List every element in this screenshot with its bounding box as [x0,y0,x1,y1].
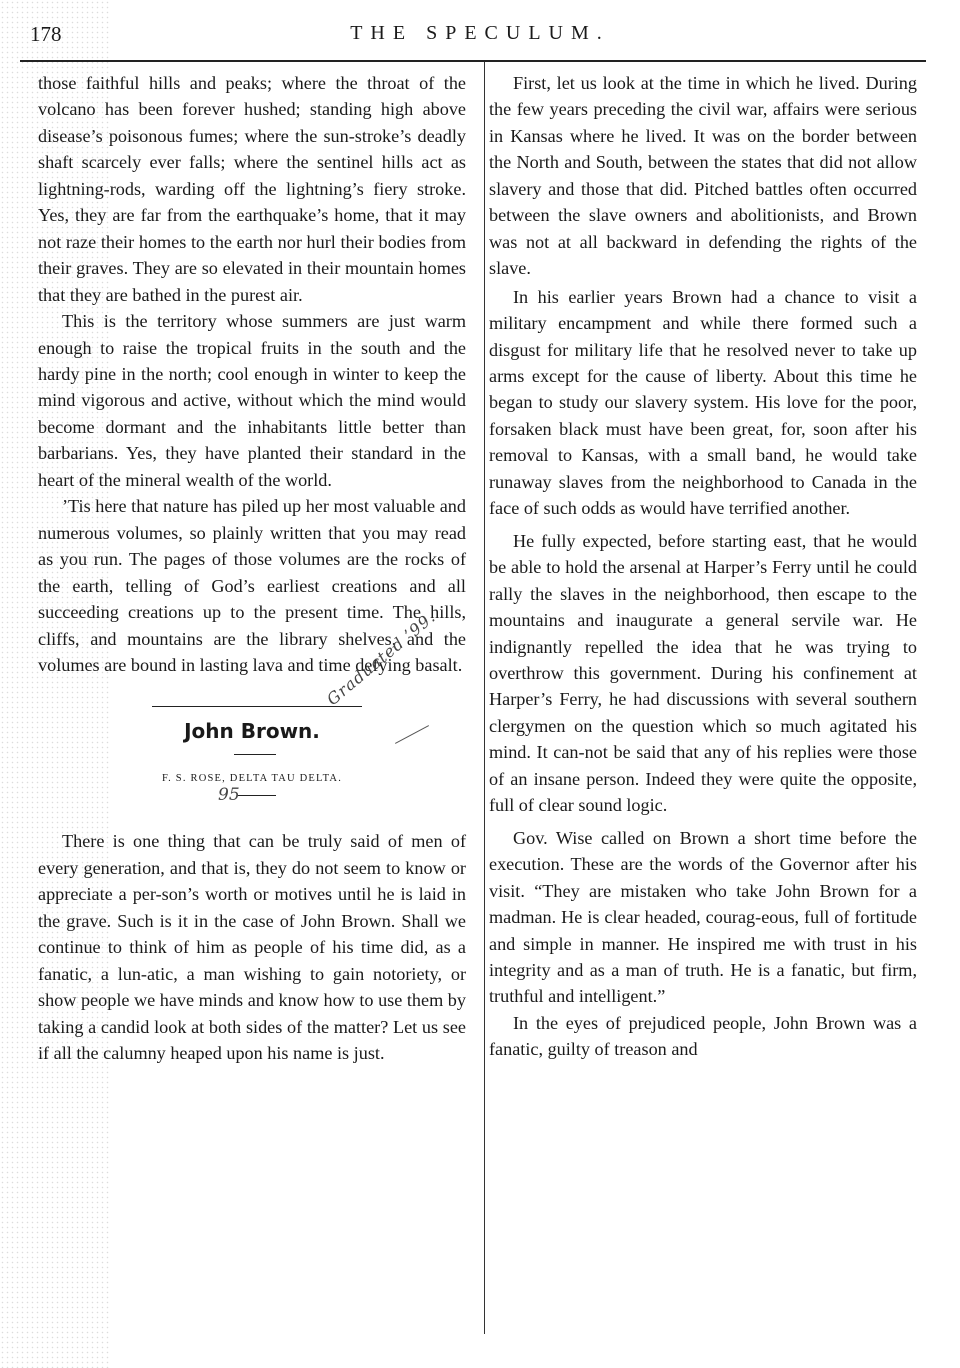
paragraph: This is the territory whose summers are just warm enough to raise the tropical fruits in the south and the hardy pine in the north; cool enough in winter to keep the mind vigorous and active, without which the mind would become dormant and the inhabitants little better than barbarians. Yes, they have planted their standard in the heart of the mineral wealth of the world. [38,311,466,490]
handwritten-annotation: Graduated ’99. [322,607,440,710]
title-rule [234,754,276,755]
byline-rule [238,795,276,796]
handwritten-number: 95 [218,785,240,806]
paragraph: In the eyes of prejudiced people, John Brown was a fanatic, guilty of treason and [489,1012,917,1060]
journal-title: THE SPECULUM. [350,22,610,44]
page-number: 178 [30,22,62,46]
paragraph: ’Tis here that nature has piled up her most valuable and numerous volumes, so plainly written that you may read as you run. The pages of those volumes are the rocks of the earth, telling of God’s earliest creations and all succeeding creations up to the present time. The hills, cliffs, and mountains are the library shelves, and the volumes are bound in lasting lava and time defying basalt. [38,496,466,675]
right-column [489,70,917,1063]
paragraph: Gov. Wise called on Brown a short time before the execution. These are the words of the Governor after his visit. “They are mistaken who take John Brown for a madman. He is clear headed, courag-eous, full of fortitude and simple in manner. He inspired me with trust in his integrity and as a man of truth. He is a fanatic, but firm, truthful and intelligent.” [489,827,917,1007]
article-title: John Brown. [184,719,320,744]
paragraph: In his earlier years Brown had a chance to visit a military encampment and while there formed such a disgust for military life that he resolved never to take up arms except for the cause of liberty. About this time he began to study our slavery system. His love for the poor, forsaken black must have been great, for, soon after his removal to Kansas, with a small band, he would take runaway slaves from the neighborhood to Canada in the face of such odds as would have terrified another. [489,286,917,519]
header-rule [20,60,926,62]
paragraph: First, let us look at the time in which he lived. During the few years preceding the civil war, affairs were serious in Kansas where he lived. It was on the border between the North and South, between the states that did not allow slavery and those that did. Pitched battles often occurred between the slave owners and abolitionists, and Brown was not at all backward in defending the rights of the slave. [489,73,917,279]
paragraph: There is one thing that can be truly said of men of every generation, and that is, they do not seem to know or appreciate a per-son’s worth or motives until he is laid in the grave. Such is it in the case of John Brown. Shall we continue to think of him as people of his time did, as a fanatic, a lun-atic, a man wishing to gain notoriety, or show people we have minds and know how to use them by taking a candid look at both sides of the matter? Let us see if all the calumny heaped upon his name is just. [38,831,466,1064]
column-divider [484,62,485,1334]
paragraph: those faithful hills and peaks; where the throat of the volcano has been forever hushed; standing high above disease’s poisonous fumes; where the sun-stroke’s deadly shaft scarcely ever falls; where the sentinel hills act as lightning-rods, warding off the lightning’s fiery stroke. Yes, they are far from the earthquake’s home, that it may not raze their homes to the earth nor hurl their bodies from their graves. They are so elevated in their mountain homes that they are bathed in the purest air. [38,73,466,305]
byline: F. S. ROSE, DELTA TAU DELTA. [161,773,343,785]
left-column [38,70,466,1067]
paragraph: He fully expected, before starting east, that he would be able to hold the arsenal at Harper’s Ferry until he could rally the slaves in the neighborhood, then escape to the mountains and inaugurate a general servile war. He indignantly repelled the idea that he was trying to overthrow this government. During his confinement at Harper’s Ferry, he had discussions with several southern clergymen on the question which so much agitated his mind. It can-not be said that any of his replies were those of an insane person. Indeed they were quite the opposite, full of clear sound logic. [489,530,917,816]
article-heading [38,607,466,828]
section-separator [152,706,362,707]
